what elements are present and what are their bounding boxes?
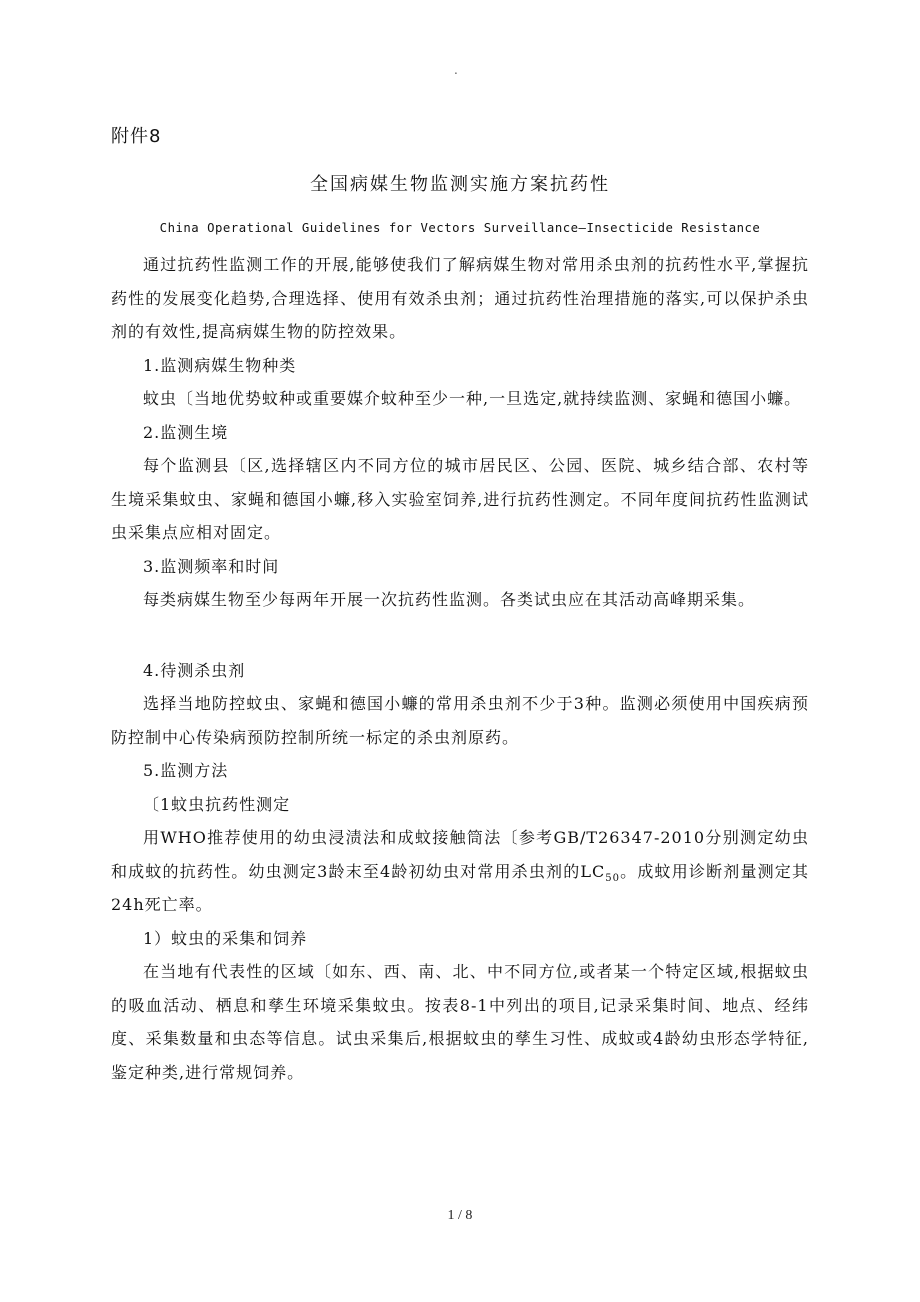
section-5-1-heading: 〔1蚊虫抗药性测定 xyxy=(143,794,291,814)
intro-paragraph: 通过抗药性监测工作的开展,能够使我们了解病媒生物对常用杀虫剂的抗药性水平,掌握抗药性的发展变化趋势,合理选择、使用有效杀虫剂；通过抗药性治理措施的落实,可以保护杀虫剂的有效性,提高病媒生物的防控效果。 xyxy=(111,255,809,341)
section-3-body: 每类病媒生物至少每两年开展一次抗药性监测。各类试虫应在其活动高峰期采集。 xyxy=(143,590,756,609)
header-mark: . xyxy=(454,63,458,77)
section-5-1-1-body: 在当地有代表性的区域〔如东、西、南、北、中不同方位,或者某一个特定区域,根据蚊虫的吸血活动、栖息和孳生环境采集蚊虫。按表8-1中列出的项目,记录采集时间、地点、经纬度、采集数量和虫态等信息。试虫采集后,根据蚊虫的孳生习性、成蚊或4龄幼虫形态学特征,鉴定种类,进行常规饲养。 xyxy=(111,962,809,1082)
annex-label: 附件8 xyxy=(111,126,162,147)
document-subtitle: China Operational Guidelines for Vectors Surveillance—Insecticide Resistance xyxy=(159,221,761,235)
section-4-heading: 4.待测杀虫剂 xyxy=(143,660,246,680)
lc50-subscript: 50 xyxy=(605,872,620,884)
section-5-1-body-pre: 用WHO推荐使用的幼虫浸渍法和成蚊接触筒法〔参考GB/T26347-2010分别测定幼虫和成蚊的抗药性。幼虫测定3龄末至4龄初幼虫对常用杀虫剂的LC xyxy=(111,828,809,881)
section-5-1-body xyxy=(111,821,809,922)
section-1-heading: 1.监测病媒生物种类 xyxy=(143,355,297,375)
section-5-1-1-heading: 1）蚊虫的采集和饲养 xyxy=(143,928,308,948)
section-5-1-body-post: 。成蚊用诊断剂量测定其24h死亡率。 xyxy=(111,861,809,914)
document-title: 全国病媒生物监测实施方案抗药性 xyxy=(310,174,610,195)
section-2-heading: 2.监测生境 xyxy=(143,422,229,442)
section-5-heading: 5.监测方法 xyxy=(143,761,229,780)
page-number: 1 / 8 xyxy=(447,1208,473,1223)
section-3-heading: 3.监测频率和时间 xyxy=(143,556,280,576)
section-1-body: 蚊虫〔当地优势蚊种或重要媒介蚊种至少一种,一旦选定,就持续监测、家蝇和德国小蠊。 xyxy=(143,389,802,408)
document-body xyxy=(111,248,809,1089)
section-2-body: 每个监测县〔区,选择辖区内不同方位的城市居民区、公园、医院、城乡结合部、农村等生境采集蚊虫、家蝇和德国小蠊,移入实验室饲养,进行抗药性测定。不同年度间抗药性监测试虫采集点应相对固定。 xyxy=(111,456,809,542)
section-4-body: 选择当地防控蚊虫、家蝇和德国小蠊的常用杀虫剂不少于3种。监测必须使用中国疾病预防控制中心传染病预防控制所统一标定的杀虫剂原药。 xyxy=(111,694,809,747)
